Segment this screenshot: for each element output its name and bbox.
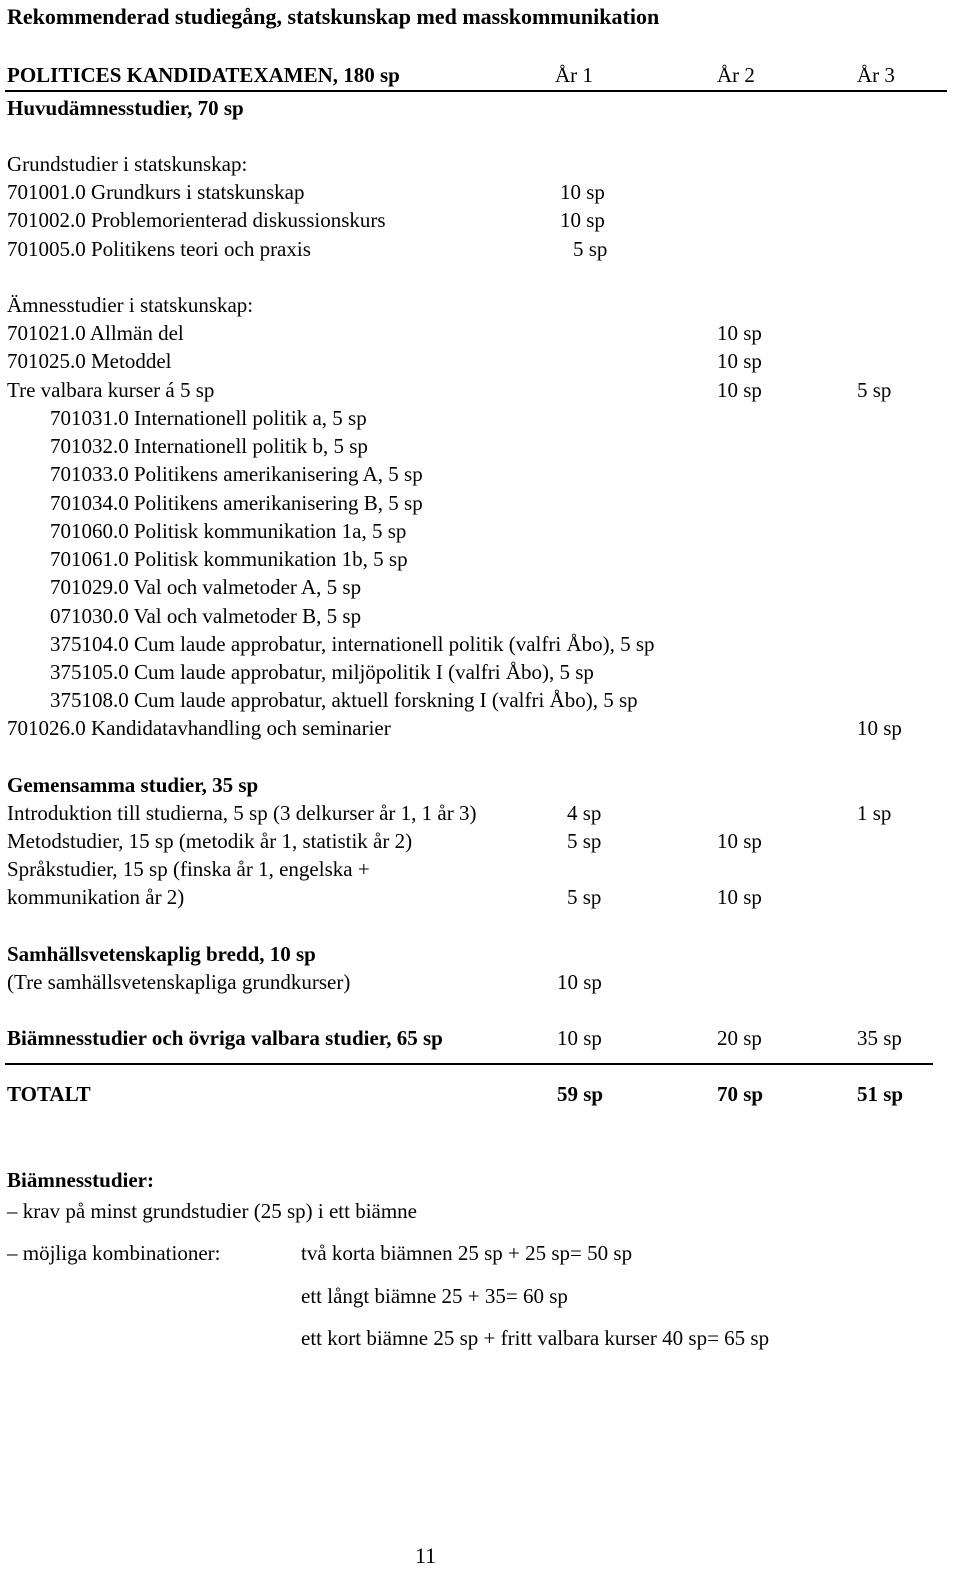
credit-year-1: 5 sp (573, 237, 608, 261)
language-course-line1: Språkstudier, 15 sp (finska år 1, engelska + (7, 857, 370, 881)
elective-course: 375108.0 Cum laude approbatur, aktuell forskning I (valfri Åbo), 5 sp (50, 688, 638, 712)
credit-year-2: 10 sp (717, 321, 762, 345)
credit-year-3: 35 sp (857, 1026, 902, 1050)
course-name: 701025.0 Metoddel (7, 349, 172, 373)
course-name: 701005.0 Politikens teori och praxis (7, 237, 311, 261)
elective-course: 701032.0 Internationell politik b, 5 sp (50, 434, 368, 458)
elective-course: 701031.0 Internationell politik a, 5 sp (50, 406, 367, 430)
elective-course: 701034.0 Politikens amerikanisering B, 5 sp (50, 491, 423, 515)
credit-year-2: 10 sp (717, 349, 762, 373)
method-course: Metodstudier, 15 sp (metodik år 1, statistik år 2) (7, 829, 413, 853)
elective-course: 701060.0 Politisk kommunikation 1a, 5 sp (50, 519, 407, 543)
credit-year-1: 10 sp (560, 180, 605, 204)
credit-year-3: 10 sp (857, 716, 902, 740)
elective-course: 071030.0 Val och valmetoder B, 5 sp (50, 604, 362, 628)
credit-year-1: 10 sp (557, 1026, 602, 1050)
combinations-label: – möjliga kombinationer: (7, 1241, 221, 1265)
credit-year-1: 4 sp (567, 801, 602, 825)
year-1-header: År 1 (555, 63, 593, 87)
language-course-line2: kommunikation år 2) (7, 885, 185, 909)
course-name: Tre valbara kurser á 5 sp (7, 378, 215, 402)
main-subject-heading: Huvudämnesstudier, 70 sp (7, 96, 244, 120)
minor-heading: Biämnesstudier och övriga valbara studier, 65 sp (7, 1026, 443, 1050)
page-title: Rekommenderad studiegång, statskunskap med masskommunikation (7, 4, 660, 29)
header-rule (5, 90, 947, 92)
credit-year-3: 1 sp (857, 801, 892, 825)
elective-course: 701029.0 Val och valmetoder A, 5 sp (50, 575, 362, 599)
total-year-2: 70 sp (717, 1082, 764, 1106)
page-number: 11 (415, 1543, 437, 1568)
elective-course: 375104.0 Cum laude approbatur, internationell politik (valfri Åbo), 5 sp (50, 632, 655, 656)
course-name: 701001.0 Grundkurs i statskunskap (7, 180, 305, 204)
common-studies-heading: Gemensamma studier, 35 sp (7, 773, 259, 797)
credit-year-2: 10 sp (717, 378, 762, 402)
degree-heading: POLITICES KANDIDATEXAMEN, 180 sp (7, 63, 400, 87)
total-year-3: 51 sp (857, 1082, 904, 1106)
basic-studies-heading: Grundstudier i statskunskap: (7, 152, 248, 176)
credit-year-3: 5 sp (857, 378, 892, 402)
total-rule (5, 1063, 933, 1065)
thesis-course: 701026.0 Kandidatavhandling och seminarier (7, 716, 391, 740)
year-3-header: År 3 (857, 63, 895, 87)
course-name: 701002.0 Problemorienterad diskussionskurs (7, 208, 386, 232)
subject-studies-heading: Ämnesstudier i statskunskap: (7, 293, 254, 317)
credit-year-1: 10 sp (557, 970, 602, 994)
elective-course: 701061.0 Politisk kommunikation 1b, 5 sp (50, 547, 408, 571)
credit-year-1: 5 sp (567, 829, 602, 853)
combination-item: ett långt biämne 25 + 35= 60 sp (301, 1284, 568, 1308)
total-year-1: 59 sp (557, 1082, 604, 1106)
intro-course: Introduktion till studierna, 5 sp (3 delkurser år 1, 1 år 3) (7, 801, 477, 825)
credit-year-2: 20 sp (717, 1026, 762, 1050)
combination-item: ett kort biämne 25 sp + fritt valbara kurser 40 sp= 65 sp (301, 1326, 770, 1350)
minor-requirement: – krav på minst grundstudier (25 sp) i ett biämne (7, 1199, 418, 1223)
credit-year-1: 10 sp (560, 208, 605, 232)
elective-course: 701033.0 Politikens amerikanisering A, 5 sp (50, 462, 423, 486)
credit-year-1: 5 sp (567, 885, 602, 909)
breadth-course: (Tre samhällsvetenskapliga grundkurser) (7, 970, 351, 994)
elective-course: 375105.0 Cum laude approbatur, miljöpolitik I (valfri Åbo), 5 sp (50, 660, 594, 684)
total-label: TOTALT (7, 1082, 91, 1106)
year-2-header: År 2 (717, 63, 755, 87)
course-name: 701021.0 Allmän del (7, 321, 184, 345)
minor-notes-heading: Biämnesstudier: (7, 1168, 154, 1192)
credit-year-2: 10 sp (717, 885, 762, 909)
breadth-heading: Samhällsvetenskaplig bredd, 10 sp (7, 942, 316, 966)
credit-year-2: 10 sp (717, 829, 762, 853)
combination-item: två korta biämnen 25 sp + 25 sp= 50 sp (301, 1241, 633, 1265)
